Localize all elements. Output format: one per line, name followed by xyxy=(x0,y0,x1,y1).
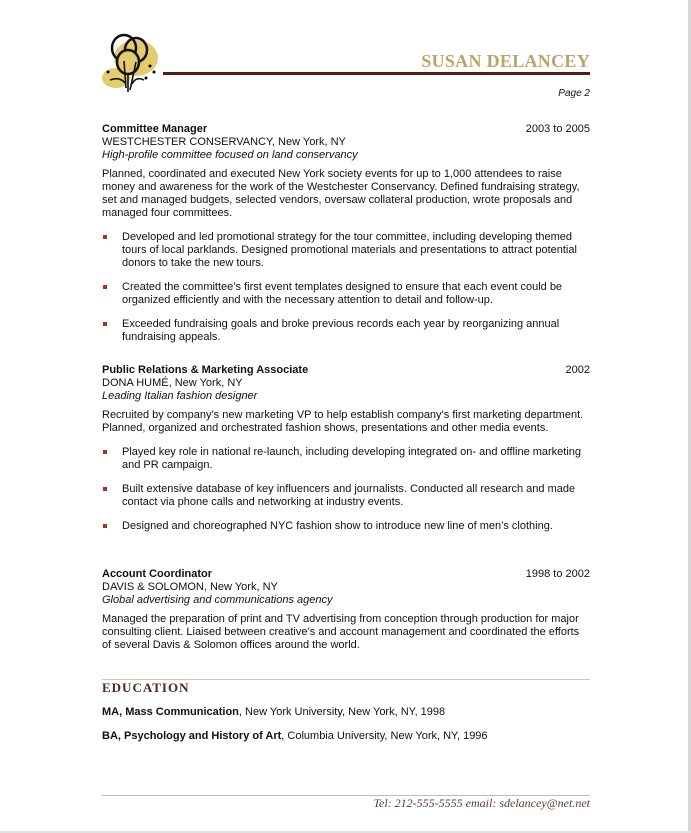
job-summary: Planned, coordinated and executed New York society events for up to 1,000 attendees to raise money and awareness for the work of the Westchester Conservancy. Defined fundraising strategy, set and managed budgets, selected vendors, oversaw collateral production, wrote proposals and managed four committees. xyxy=(102,168,580,219)
job-bullets xyxy=(102,446,590,533)
job-dates: 2002 xyxy=(565,364,590,376)
bullet-icon xyxy=(103,524,107,528)
balloons-logo-icon xyxy=(100,28,162,94)
bullet-item xyxy=(102,281,590,307)
bullet-text: Developed and led promotional strategy for the tour committee, including developing themed tours of local parklands. Designed promotional materials and presentations to attract potential donors to take the new tours. xyxy=(122,231,577,269)
job-entry xyxy=(102,123,590,344)
job-title: Account Coordinator xyxy=(102,568,212,580)
education-item xyxy=(102,706,445,719)
job-dates: 2003 to 2005 xyxy=(525,123,590,135)
bullet-text: Built extensive database of key influencers and journalists. Conducted all research and made contact via phone calls and networking at industry events. xyxy=(122,483,576,508)
bullet-icon xyxy=(103,450,107,454)
job-summary: Recruited by company’s new marketing VP to help establish company’s first marketing department. Planned, organized and orchestrated fashion shows, presentations and other media events. xyxy=(102,409,584,434)
bullet-icon xyxy=(103,285,107,289)
job-title: Committee Manager xyxy=(102,123,208,135)
degree: BA, Psychology and History of Art xyxy=(102,730,282,742)
bullet-item xyxy=(102,231,590,270)
job-bullets xyxy=(102,231,590,344)
education-heading: EDUCATION xyxy=(102,680,190,695)
bullet-item xyxy=(102,520,590,533)
footer-contact: Tel: 212-555-5555 email: sdelancey@net.net xyxy=(373,796,590,810)
job-description: Global advertising and communications agency xyxy=(102,594,333,606)
bullet-text: Created the committee’s first event templates designed to ensure that each event could be organized efficiently and with the necessary attention to detail and follow-up. xyxy=(122,281,563,306)
degree: MA, Mass Communication xyxy=(102,706,239,718)
job-entry xyxy=(102,364,590,533)
job-company: DONA HUMÉ, New York, NY xyxy=(102,377,243,389)
job-summary: Managed the preparation of print and TV advertising from conception through production for major consulting client. Liaised between creative’s and account management and coordinated the efforts of several Davis & Solomon offices around the world. xyxy=(102,613,580,651)
bullet-text: Exceeded fundraising goals and broke previous records each year by reorganizing annual fundraising appeals. xyxy=(122,318,560,343)
education-item xyxy=(102,730,488,743)
page-number: Page 2 xyxy=(558,88,590,99)
resume-name: SUSAN DELANCEY xyxy=(421,51,590,71)
school: , Columbia University, New York, NY, 1996 xyxy=(281,730,488,742)
bullet-text: Played key role in national re-launch, including developing integrated on- and offline marketing and PR campaign. xyxy=(122,446,582,471)
job-title: Public Relations & Marketing Associate xyxy=(102,364,309,376)
job-dates: 1998 to 2002 xyxy=(525,568,590,580)
job-description: Leading Italian fashion designer xyxy=(102,390,258,402)
bullet-item xyxy=(102,483,590,509)
header-rule xyxy=(163,72,590,75)
bullet-item xyxy=(102,318,590,344)
bullet-icon xyxy=(103,487,107,491)
bullet-icon xyxy=(103,322,107,326)
bullet-text: Designed and choreographed NYC fashion show to introduce new line of men’s clothing. xyxy=(122,520,553,532)
bullet-item xyxy=(102,446,590,472)
job-entry xyxy=(102,568,590,652)
school: , New York University, New York, NY, 1998 xyxy=(238,706,446,718)
bullet-icon xyxy=(103,235,107,239)
job-description: High-profile committee focused on land conservancy xyxy=(102,149,358,161)
job-company: WESTCHESTER CONSERVANCY, New York, NY xyxy=(102,136,346,148)
job-company: DAVIS & SOLOMON, New York, NY xyxy=(102,581,278,593)
